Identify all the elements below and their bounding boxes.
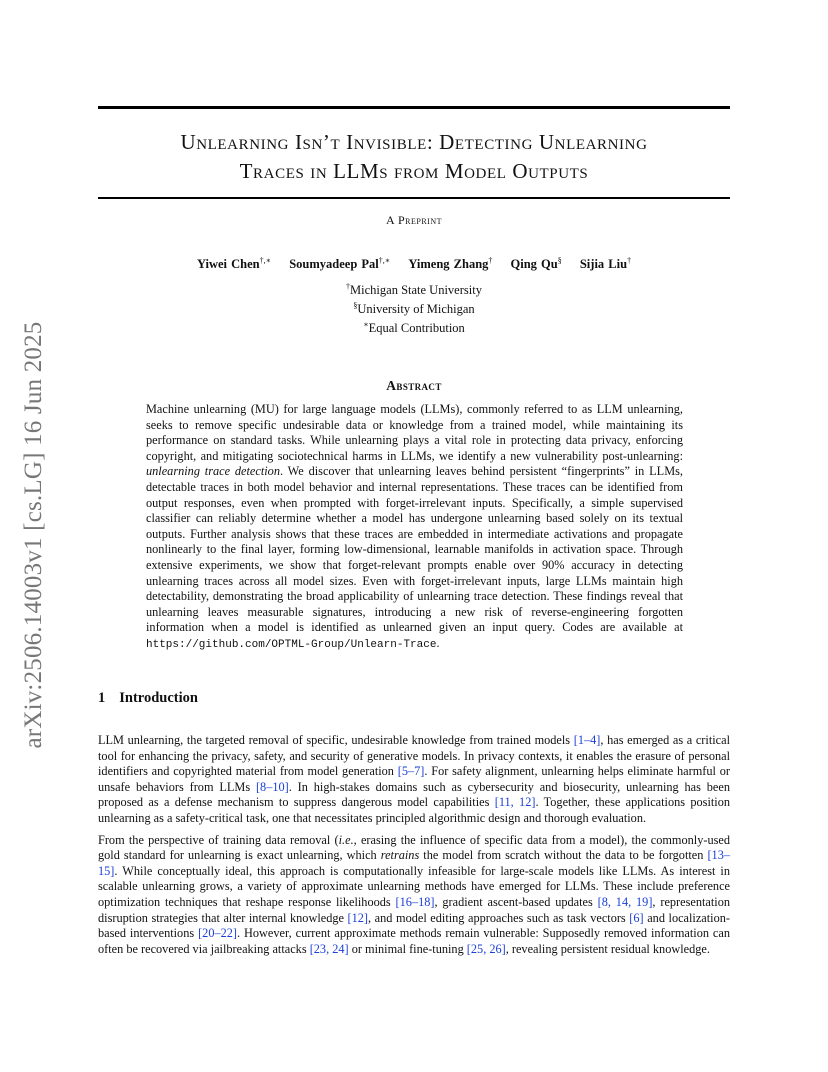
- affiliation-name: University of Michigan: [357, 302, 475, 317]
- affiliation-mark: §: [353, 301, 358, 311]
- paragraph-text: LLM unlearning, the targeted removal of specific, undesirable knowledge from trained models: [98, 733, 574, 747]
- abstract-text-part-2: . We discover that unlearning leaves behind persistent “fingerprints” in LLMs, detectable traces in both model behavior and internal representations. These traces can be identified from output responses, even when prompted with forget-irrelevant inputs. Specifically, a simple supervised classifier can reliably determine whether a model has undergone unlearning based solely on its textual outputs. Further analysis shows that these traces are embedded in intermediate activations and propagate nonlinearly to the final layer, forming low-dimensional, learnable manifolds in activation space. Through extensive experiments, we show that forget-relevant prompts enable over 90% accuracy in detecting unlearning traces across all model sizes. Even with forget-irrelevant inputs, large LLMs maintain high detectability, demonstrating the broad applicability of unlearning trace detection. These findings reveal that unlearning leaves measurable signatures, introducing a new risk of reverse-engineering forgotten information when a model is identified as unlearned given an input query. Codes are available at: [146, 464, 683, 635]
- author: [197, 257, 271, 271]
- paragraph-text: , and model editing approaches such as task vectors: [368, 910, 630, 925]
- paragraph-text: or minimal fine-tuning: [348, 941, 467, 956]
- arxiv-identifier-stamp: [14, 300, 54, 770]
- affiliation: [98, 317, 730, 336]
- abstract-emphasis: unlearning trace detection: [146, 464, 280, 479]
- author-marks: †: [627, 256, 632, 265]
- author-marks: §: [557, 256, 562, 265]
- affiliation-name: Michigan State University: [350, 283, 482, 298]
- paragraph-text: and localization-based interventions: [98, 910, 730, 941]
- author: [289, 257, 390, 271]
- affiliation: [98, 298, 730, 317]
- abstract-body: [146, 402, 683, 654]
- italic-text: retrains: [380, 848, 420, 863]
- abstract-text-part-1: Machine unlearning (MU) for large language models (LLMs), commonly referred to as LLM unlearning, seeks to remove specific undesirable data or knowledge from a trained model, while maintaining its performance on standard tasks. While unlearning plays a vital role in protecting data privacy, enforcing copyright, and mitigating sociotechnical harms in LLMs, we identify a new vulnerability post-unlearning:: [146, 402, 683, 463]
- intro-paragraph-1: [98, 733, 730, 827]
- author-marks: †,∗: [259, 256, 272, 265]
- section-number: 1: [98, 690, 106, 706]
- author-name: Yimeng Zhang: [408, 257, 489, 272]
- citation-link[interactable]: [13–15]: [98, 848, 730, 878]
- intro-paragraph-2: [98, 833, 730, 958]
- paragraph-text: From the perspective of training data removal (: [98, 832, 339, 847]
- citation-link[interactable]: [25, 26]: [466, 941, 506, 956]
- abstract-heading: Abstract: [386, 378, 442, 393]
- affiliation-list: [98, 279, 730, 336]
- section-title: Introduction: [119, 690, 198, 706]
- paper-title: [98, 128, 730, 186]
- author: [580, 257, 631, 271]
- paper-title-line-2: Traces in LLMs from Model Outputs: [239, 159, 589, 183]
- paragraph-text: . Together, these applications position unlearning as a safety-critical task, one that necessitates principled algorithmic design and thorough evaluation.: [98, 795, 730, 825]
- title-bottom-rule: [98, 197, 730, 199]
- affiliation-name: Equal Contribution: [368, 321, 465, 336]
- citation-link[interactable]: [20–22]: [198, 926, 238, 941]
- citation-link[interactable]: [8–10]: [255, 779, 289, 794]
- section-heading-introduction: [98, 690, 198, 707]
- affiliation-mark: †: [346, 282, 351, 291]
- citation-link[interactable]: [12]: [347, 910, 369, 925]
- paragraph-text: . In high-stakes domains such as cybersecurity and biosecurity, unlearning has been proposed as a defense mechanism to suppress dangerous model capabilities: [98, 779, 730, 810]
- author-name: Soumyadeep Pal: [289, 257, 379, 272]
- citation-link[interactable]: [16–18]: [395, 894, 435, 909]
- italic-text: i.e.: [338, 832, 354, 847]
- paragraph-text: , representation disruption strategies that alter internal knowledge: [98, 894, 730, 925]
- author-marks: †,∗: [378, 256, 391, 265]
- citation-link[interactable]: [6]: [629, 910, 644, 925]
- author-name: Yiwei Chen: [196, 257, 260, 272]
- paragraph-text: , revealing persistent residual knowledge.: [505, 941, 710, 956]
- author-name: Qing Qu: [510, 257, 558, 272]
- author: [408, 257, 492, 271]
- affiliation: [98, 279, 730, 298]
- abstract-end: .: [436, 635, 440, 650]
- title-top-rule: [98, 106, 730, 109]
- paragraph-text: , gradient ascent-based updates: [434, 894, 598, 909]
- introduction-body: [98, 733, 730, 963]
- paragraph-text: . While conceptually ideal, this approach is computationally infeasible for large-scale models like LLMs. As interest in scalable unlearning grows, a variety of approximate unlearning methods have emerged for LLMs. These include preference optimization techniques that reshape response likelihoods: [98, 863, 730, 909]
- affiliation-mark: ∗: [363, 320, 369, 330]
- arxiv-identifier-text: arXiv:2506.14003v1 [cs.LG] 16 Jun 2025: [20, 321, 47, 749]
- author-list: [98, 256, 730, 272]
- citation-link[interactable]: [5–7]: [397, 764, 425, 779]
- paragraph-text: , erasing the influence of specific data from a model), the commonly-used gold standard for unlearning is exact unlearning, which: [98, 832, 730, 863]
- author-name: Sijia Liu: [579, 257, 628, 272]
- paragraph-text: the model from scratch without the data to be forgotten: [419, 848, 708, 863]
- paper-title-line-1: Unlearning Isn’t Invisible: Detecting Unlearning: [180, 130, 648, 154]
- citation-link[interactable]: [1–4]: [573, 733, 601, 747]
- paragraph-text: . For safety alignment, unlearning helps eliminate harmful or unsafe behaviors from LLMs: [98, 764, 731, 794]
- citation-link[interactable]: [8, 14, 19]: [597, 894, 653, 909]
- citation-link[interactable]: [23, 24]: [309, 941, 349, 956]
- code-link[interactable]: https://github.com/OPTML-Group/Unlearn-Trace: [146, 638, 437, 651]
- author: [511, 257, 562, 271]
- preprint-label: A Preprint: [385, 213, 442, 227]
- citation-link[interactable]: [11, 12]: [494, 795, 536, 810]
- paragraph-text: , has emerged as a critical tool for enhancing the privacy, safety, and security of generative models. In privacy contexts, it enables the erasure of personal identifiers and copyrighted material from model generation: [98, 733, 730, 779]
- author-marks: †: [488, 256, 493, 265]
- paragraph-text: . However, current approximate methods remain vulnerable: Supposedly removed information can often be recovered via jailbreaking attacks: [98, 926, 730, 956]
